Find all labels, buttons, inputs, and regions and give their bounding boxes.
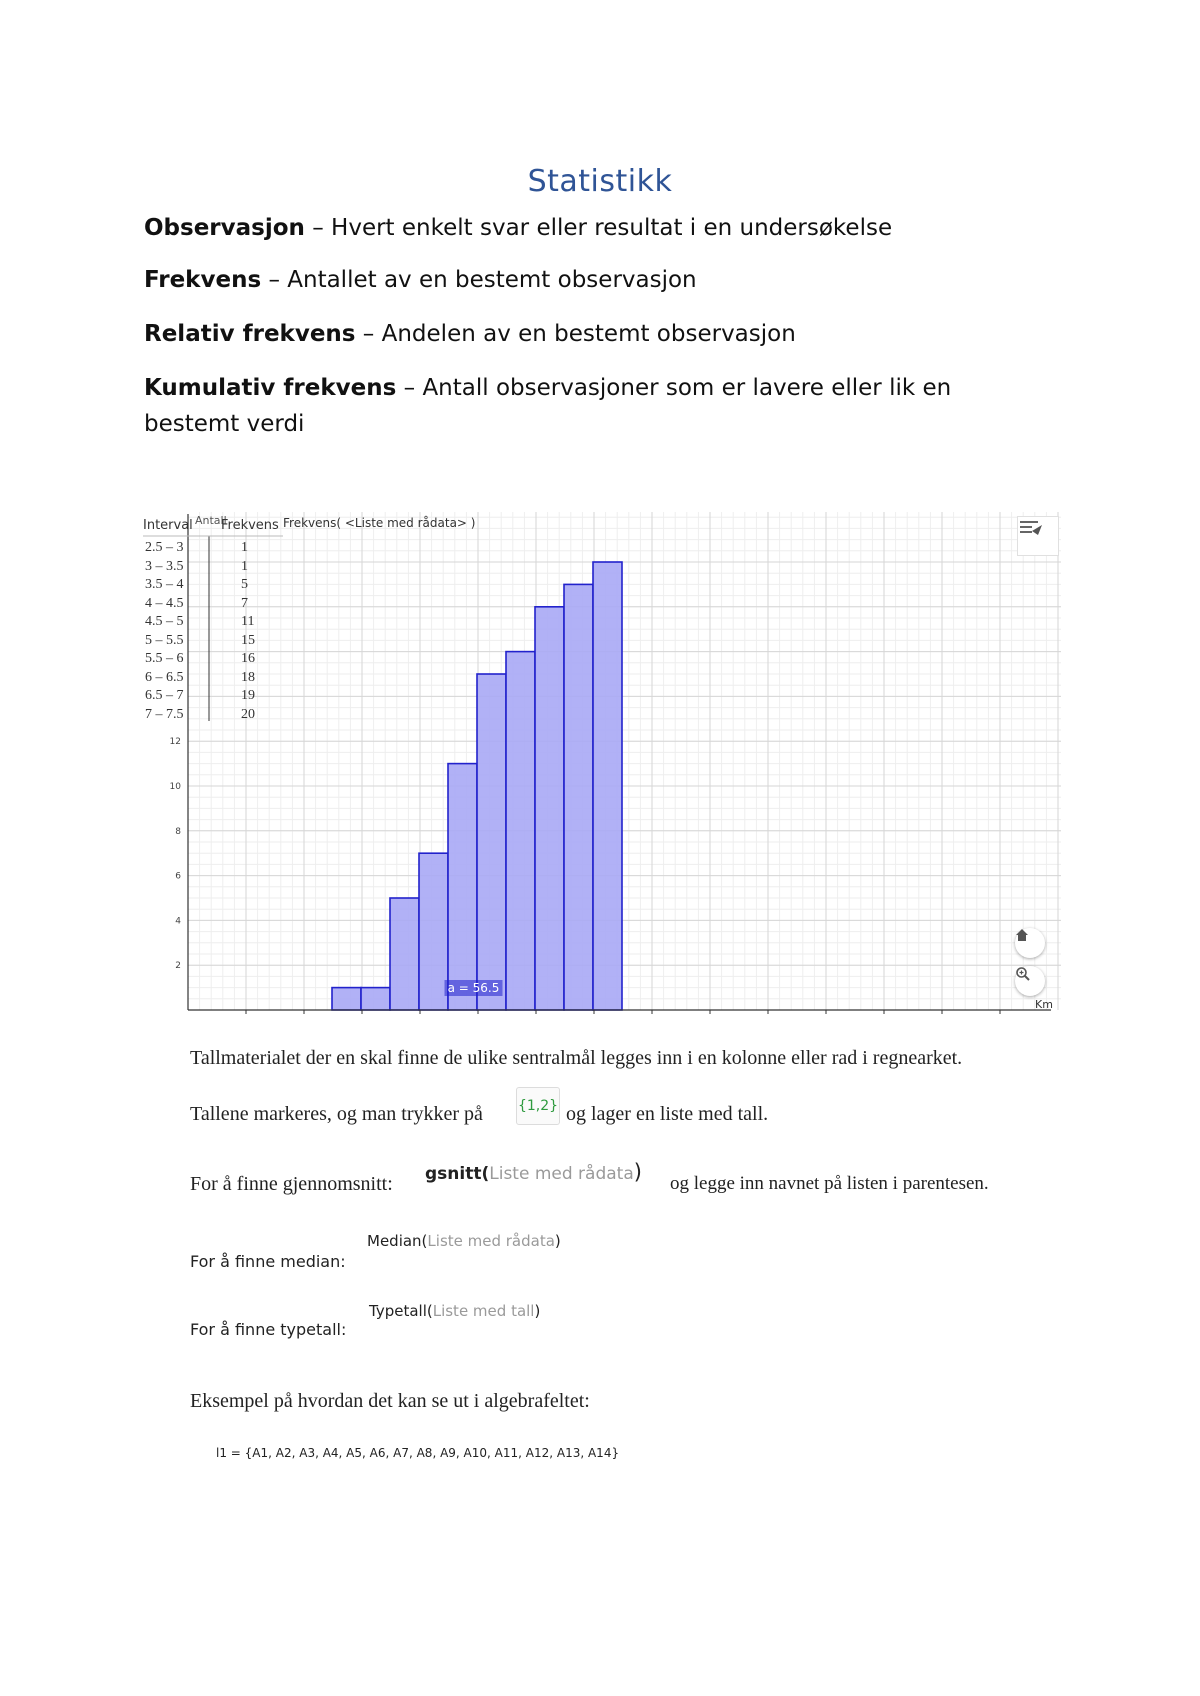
table-cell-interval: 7 – 7.5 <box>145 706 184 722</box>
definition-relativ-frekvens <box>144 316 1044 352</box>
table-cell-frekvens: 16 <box>241 651 255 666</box>
definition-term: Relativ frekvens <box>144 321 356 347</box>
histogram-bar <box>477 674 506 1010</box>
y-tick-label: 12 <box>169 737 181 748</box>
example-label: Eksempel på hvordan det kan se ut i algebrafeltet: <box>190 1390 590 1412</box>
table-cell-frekvens: 19 <box>241 688 255 703</box>
table-header-overlay: Antall <box>195 514 227 527</box>
home-icon <box>1015 928 1029 942</box>
example-code: l1 = {A1, A2, A3, A4, A5, A6, A7, A8, A9, A10, A11, A12, A13, A14} <box>216 1446 620 1460</box>
table-row <box>143 596 283 614</box>
definition-observasjon <box>144 210 1044 246</box>
y-tick-label: 10 <box>169 782 181 792</box>
instruction-line-2-pre: Tallene markeres, og man trykker på <box>190 1103 483 1125</box>
table-cell-frekvens: 18 <box>241 669 255 685</box>
table-row <box>143 707 283 725</box>
median-command-arg: Liste med rådata <box>427 1232 555 1250</box>
table-cell-frekvens: 1 <box>241 558 248 574</box>
median-command <box>367 1232 561 1250</box>
page-title: Statistikk <box>527 164 673 199</box>
definition-text: – Andelen av en bestemt observasjon <box>355 321 796 347</box>
table-cell-interval: 4.5 – 5 <box>145 614 184 629</box>
table-cell-frekvens: 1 <box>241 540 248 555</box>
table-row <box>143 651 283 669</box>
histogram-bar <box>564 584 593 1010</box>
y-tick-label: 2 <box>175 961 181 972</box>
table-row <box>143 540 283 558</box>
table-row <box>143 688 283 706</box>
table-row <box>143 633 283 651</box>
histogram-bar <box>361 988 390 1010</box>
home-button[interactable] <box>1015 928 1045 958</box>
histogram-bar <box>448 764 477 1010</box>
mean-command <box>425 1160 642 1184</box>
mean-command-arg: Liste med rådata <box>489 1164 634 1184</box>
table-cell-frekvens: 20 <box>241 706 255 722</box>
table-cell-interval: 2.5 – 3 <box>145 540 184 555</box>
mode-command-close: ) <box>534 1302 541 1320</box>
axis-unit-label: Km <box>1035 998 1053 1011</box>
y-tick-label: 8 <box>175 826 181 837</box>
table-cell-frekvens: 11 <box>241 614 255 629</box>
histogram-bar <box>593 562 622 1010</box>
mean-command-close: ) <box>633 1160 642 1184</box>
list-button[interactable] <box>516 1087 560 1125</box>
histogram-bar <box>535 607 564 1010</box>
histogram-bar <box>506 652 535 1010</box>
median-command-name: Median( <box>367 1232 428 1250</box>
table-cell-interval: 6 – 6.5 <box>145 669 184 685</box>
table-cell-interval: 3 – 3.5 <box>145 558 184 574</box>
zoom-in-button[interactable] <box>1015 966 1045 996</box>
table-row <box>143 670 283 688</box>
table-cell-interval: 5.5 – 6 <box>145 651 184 666</box>
mode-label: For å finne typetall: <box>190 1320 347 1339</box>
histogram-bar <box>332 988 361 1010</box>
zoom-in-icon <box>1015 966 1031 982</box>
instruction-line-1: Tallmaterialet der en skal finne de ulike sentralmål legges inn i en kolonne eller rad i regnearket. <box>190 1047 963 1069</box>
histogram-bar <box>419 853 448 1010</box>
table-cell-interval: 6.5 – 7 <box>145 688 184 703</box>
histogram-bar <box>390 898 419 1010</box>
list-button-label: {1,2} <box>517 1098 559 1114</box>
table-cell-interval: 3.5 – 4 <box>145 577 184 592</box>
definition-term: Observasjon <box>144 215 305 241</box>
table-header-interval: Interval <box>143 518 193 533</box>
table-row <box>143 559 283 577</box>
definition-text: – Hvert enkelt svar eller resultat i en undersøkelse <box>304 215 893 241</box>
mode-command-arg: Liste med tall <box>432 1302 535 1320</box>
definition-term: Frekvens <box>144 267 262 293</box>
definition-text: – Antallet av en bestemt observasjon <box>261 267 697 293</box>
definition-term: Kumulativ frekvens <box>144 375 397 401</box>
definition-frekvens <box>144 262 1044 298</box>
table-row <box>143 614 283 632</box>
y-tick-label: 6 <box>175 871 181 882</box>
table-row <box>143 577 283 595</box>
command-text: Frekvens( <Liste med rådata> ) <box>283 516 476 530</box>
table-cell-frekvens: 7 <box>241 595 248 611</box>
mean-label: For å finne gjennomsnitt: <box>190 1173 393 1195</box>
table-cell-frekvens: 15 <box>241 632 255 648</box>
mean-post-text: og legge inn navnet på listen i parentesen. <box>670 1173 989 1194</box>
mode-command-name: Typetall( <box>369 1302 433 1320</box>
median-label: For å finne median: <box>190 1252 346 1271</box>
geogebra-graphics-view <box>143 512 1061 1017</box>
table-cell-frekvens: 5 <box>241 577 248 592</box>
definition-kumulativ-frekvens <box>144 370 1044 442</box>
style-menu-button[interactable] <box>1017 516 1059 556</box>
definition-text: – Antall observasjoner som er lavere eller lik en bestemt verdi <box>144 375 952 437</box>
area-label: a = 56.5 <box>447 981 500 995</box>
mean-command-name: gsnitt( <box>425 1164 490 1184</box>
style-menu-icon <box>1018 517 1044 537</box>
y-tick-label: 4 <box>175 916 181 927</box>
table-header-frekvens: Frekvens <box>221 518 279 533</box>
table-cell-interval: 5 – 5.5 <box>145 632 184 648</box>
table-cell-interval: 4 – 4.5 <box>145 595 184 611</box>
instruction-line-2-post: og lager en liste med tall. <box>566 1103 769 1125</box>
mode-command <box>369 1302 540 1320</box>
median-command-close: ) <box>554 1232 561 1250</box>
